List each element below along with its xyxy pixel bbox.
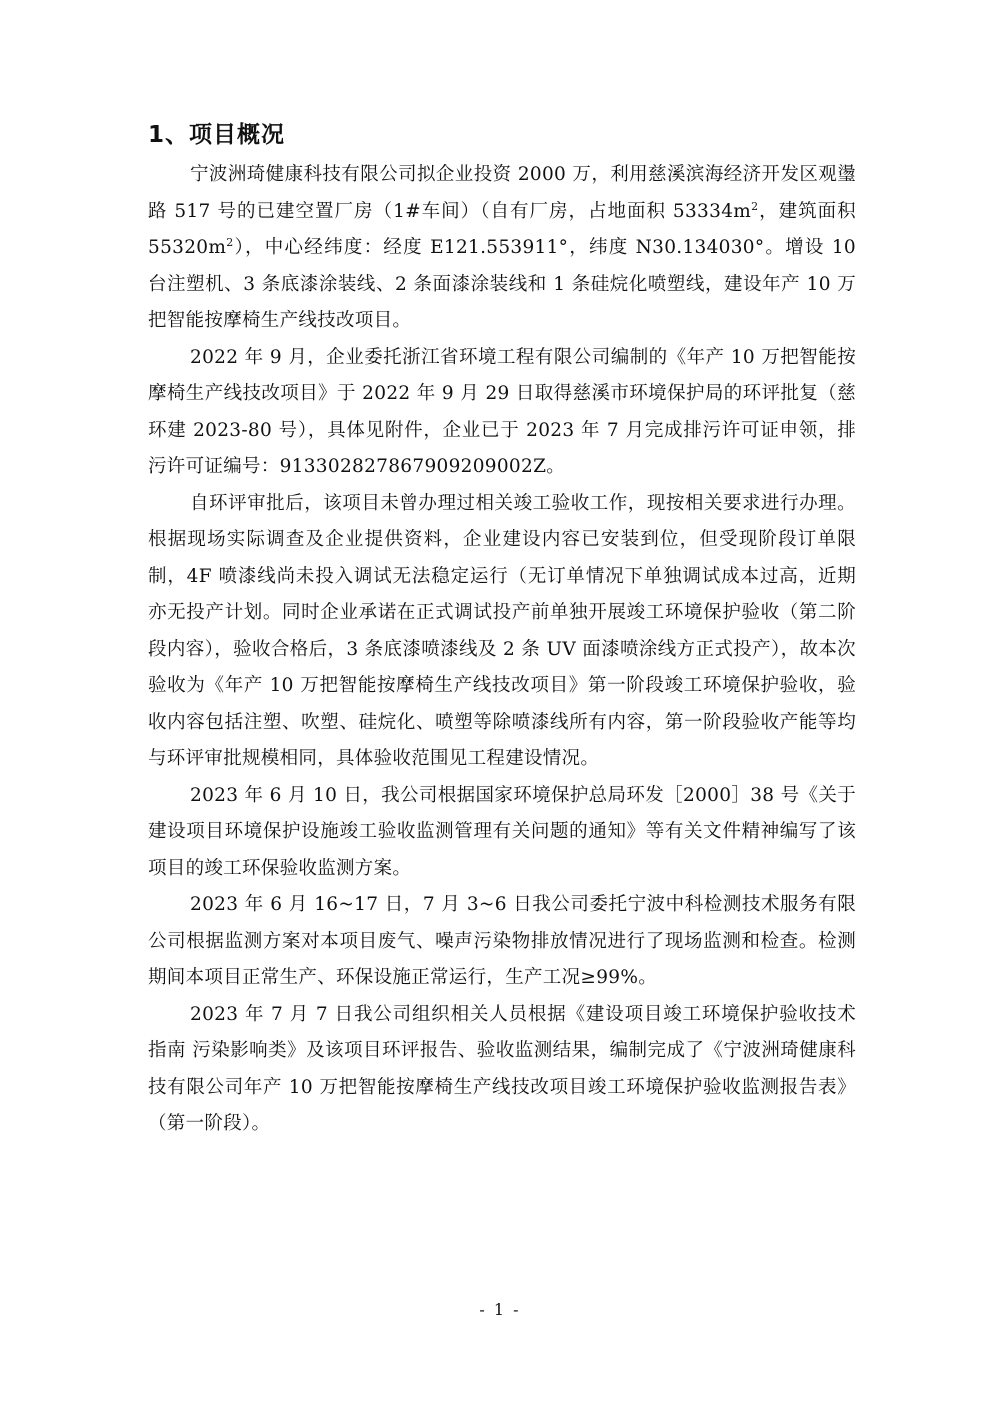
superscript-area-unit: 2 (751, 199, 759, 213)
paragraph-1-part-c: ），中心经纬度：经度 E121.553911°，纬度 N30.134030°。增设 10 台注塑机、3 条底漆涂装线、2 条面漆涂装线和 1 条硅烷化喷塑线，建设年产 10 万把智能按摩椅生产线技改项目。 (148, 237, 856, 331)
paragraph-1-part-b: ，建筑面积 55320m (148, 200, 856, 258)
paragraph-field-monitoring: 2023 年 6 月 16~17 日，7 月 3~6 日我公司委托宁波中科检测技术服务有限公司根据监测方案对本项目废气、噪声污染物排放情况进行了现场监测和检查。检测期间本项目正常生产、环保设施正常运行，生产工况≥99%。 (148, 894, 856, 988)
paragraph-eia-approval: 2022 年 9 月，企业委托浙江省环境工程有限公司编制的《年产 10 万把智能按摩椅生产线技改项目》于 2022 年 9 月 29 日取得慈溪市环境保护局的环评批复（慈环建 2023-80 号），具体见附件，企业已于 2023 年 7 月完成排污许可证申领，排污许可证编号：913302827867909209002Z。 (148, 346, 856, 477)
paragraph-report-compilation: 2023 年 7 月 7 日我公司组织相关人员根据《建设项目竣工环境保护验收技术指南 污染影响类》及该项目环评报告、验收监测结果，编制完成了《宁波洲琦健康科技有限公司年产 10 万把智能按摩椅生产线技改项目竣工环境保护验收监测报告表》（第一阶段）。 (148, 1003, 856, 1134)
paragraph-1-part-a: 宁波洲琦健康科技有限公司拟企业投资 2000 万，利用慈溪滨海经济开发区观璗路 517 号的已建空置厂房（1#车间）（自有厂房，占地面积 53334m (148, 164, 856, 222)
paragraph-acceptance-scope: 自环评审批后，该项目未曾办理过相关竣工验收工作，现按相关要求进行办理。根据现场实际调查及企业提供资料，企业建设内容已安装到位，但受现阶段订单限制，4F 喷漆线尚未投入调试无法稳定运行（无订单情况下单独调试成本过高，近期亦无投产计划。同时企业承诺在正式调试投产前单独开展竣工环境保护验收（第二阶段内容），验收合格后，3 条底漆喷漆线及 2 条 UV 面漆喷涂线方正式投产），故本次验收为《年产 10 万把智能按摩椅生产线技改项目》第一阶段竣工环境保护验收，验收内容包括注塑、吹塑、硅烷化、喷塑等除喷漆线所有内容，第一阶段验收产能等均与环评审批规模相同，具体验收范围见工程建设情况。 (148, 492, 856, 769)
superscript-area-unit: 2 (226, 235, 234, 249)
page-number: - 1 - (479, 1300, 521, 1319)
paragraph-monitoring-plan: 2023 年 6 月 10 日，我公司根据国家环境保护总局环发［2000］38 号《关于建设项目环境保护设施竣工验收监测管理有关问题的通知》等有关文件精神编写了该项目的竣工环保验收监测方案。 (148, 784, 856, 879)
paragraph-project-overview (148, 157, 856, 340)
section-heading: 1、项目概况 (148, 122, 286, 148)
body-text (148, 157, 856, 1143)
